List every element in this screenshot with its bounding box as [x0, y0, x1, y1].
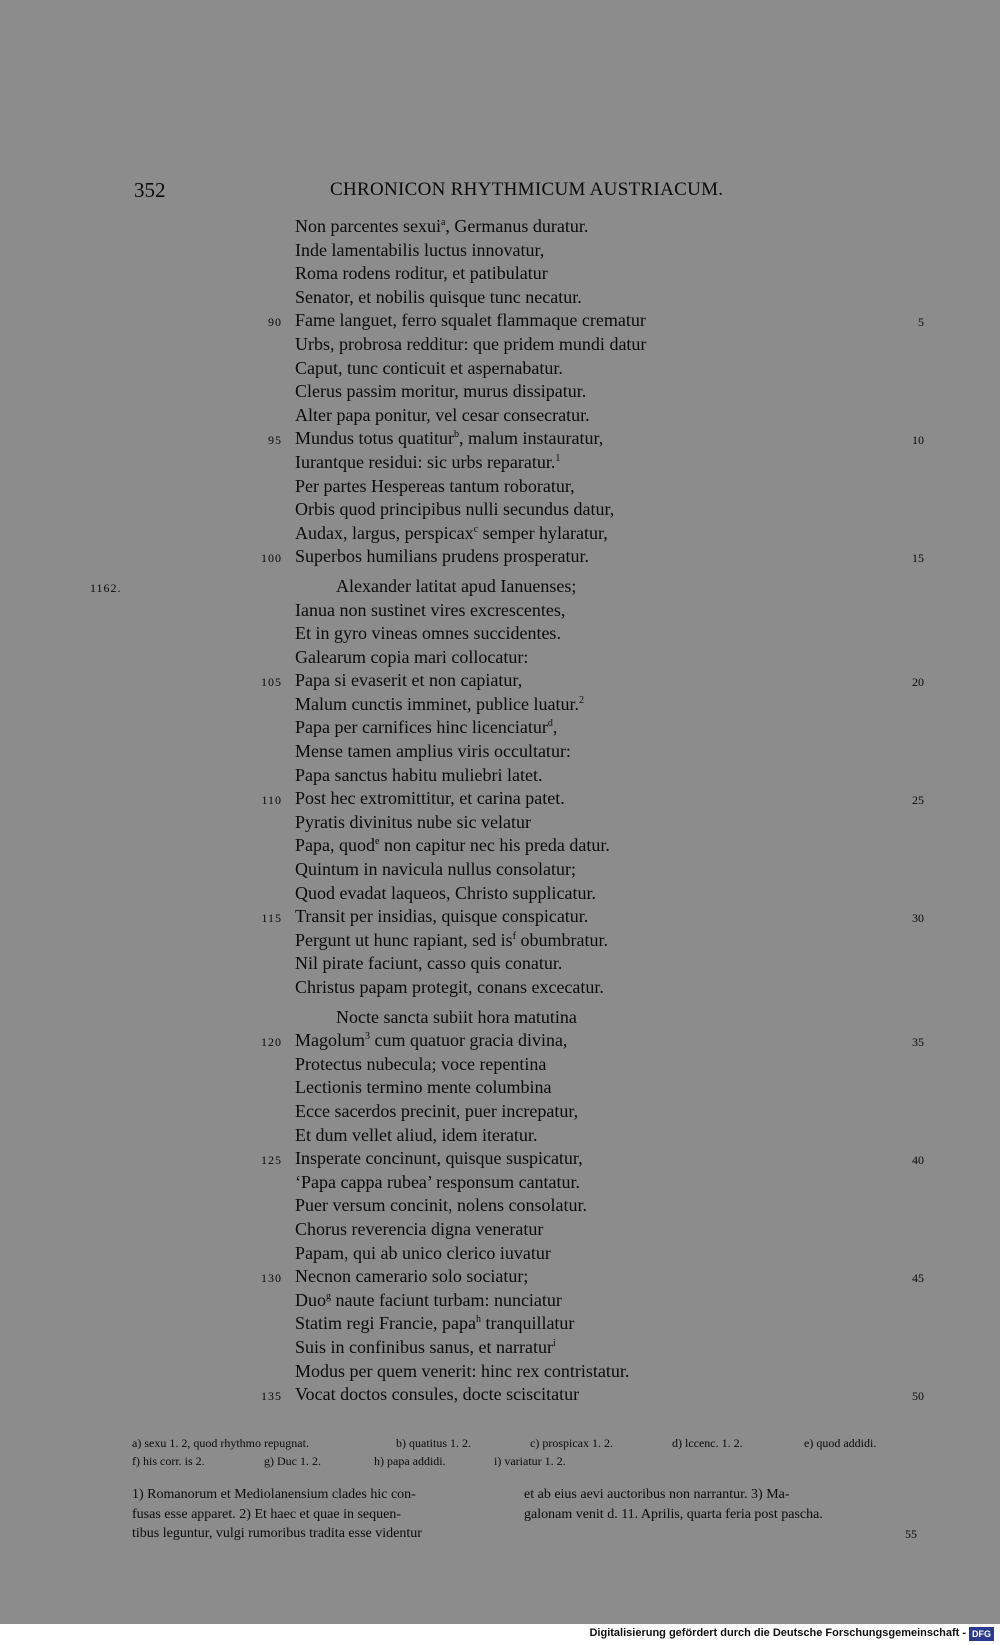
variant-a: a) sexu 1. 2, quod rhythmo repugnat.	[132, 1436, 309, 1450]
verse-text	[295, 694, 584, 715]
verse-text-main: Galearum copia mari collocatur:	[295, 646, 529, 667]
verse-text	[295, 1077, 551, 1098]
verse-text	[295, 623, 561, 644]
verse-line	[0, 287, 1000, 311]
margin-number: 30	[912, 911, 924, 926]
verse-line	[0, 765, 1000, 789]
verse-text	[295, 1172, 580, 1193]
verse-text-main: Statim regi Francie, papa	[295, 1313, 476, 1334]
verse-text-main: Christus papam protegit, conans excecatur.	[295, 977, 604, 997]
year-marker: 1162.	[90, 580, 122, 595]
verse-line	[0, 812, 1000, 836]
verse-line	[0, 977, 1000, 1001]
line-number: 100	[261, 551, 282, 566]
verse-text	[336, 1007, 577, 1028]
footnote-marker: g	[326, 1290, 331, 1302]
verse-text-main: Post hec extromittitur, et carina patet.	[295, 788, 565, 809]
dfg-footer-bar	[0, 1624, 1000, 1645]
margin-number: 20	[912, 675, 924, 690]
verse-text-main: Ecce sacerdos precinit, puer increpatur,	[295, 1100, 579, 1121]
note-line: 1) Romanorum et Mediolanensium clades hic con-	[132, 1487, 416, 1502]
verse-text-main: Papa, quod	[295, 835, 375, 856]
verse-line	[0, 1172, 1000, 1196]
verse-text-main: Papa sanctus habitu muliebri latet.	[295, 764, 543, 785]
verse-text-main: Vocat doctos consules, docte sciscitatur	[295, 1384, 580, 1405]
verse-text	[295, 930, 608, 951]
verse-text-main: Transit per insidias, quisque conspicatur.	[295, 906, 589, 927]
verse-text-rest: , Germanus duratur.	[445, 216, 589, 236]
variant-f: f) his corr. is 2.	[132, 1454, 205, 1468]
verse-text-main: Mundus totus quatitur	[295, 428, 455, 449]
verse-text-main: Papa per carnifices hinc licenciatur	[295, 717, 548, 738]
verse-text-main: Urbs, probrosa redditur: que pridem mundi datur	[295, 333, 647, 354]
verse-text	[295, 835, 610, 856]
margin-number: 25	[912, 793, 924, 808]
verse-text	[295, 1054, 546, 1075]
margin-number: 55	[905, 1527, 917, 1541]
verse-line	[0, 216, 1000, 240]
verse-line	[0, 1290, 1000, 1314]
verse-text	[295, 216, 588, 237]
verse-line	[0, 906, 1000, 930]
verse-line	[0, 647, 1000, 671]
verse-text-rest: ,	[552, 717, 558, 738]
margin-number: 15	[912, 551, 924, 566]
verse-text	[295, 647, 528, 668]
verse-text-main: Mense tamen amplius viris occultatur:	[295, 741, 571, 762]
verse-text-main: Quintum in navicula nullus consolatur;	[295, 859, 576, 880]
verse-text	[295, 428, 603, 449]
verse-text-rest: naute faciunt turbam: nunciatur	[331, 1289, 562, 1310]
margin-number: 35	[912, 1035, 924, 1050]
verse-line	[0, 1219, 1000, 1243]
verse-text-main: Papa si evaserit et non capiatur,	[295, 670, 523, 691]
note-line: et ab eius aevi auctoribus non narrantur. 3) Ma-	[524, 1487, 790, 1502]
verse-text-main: Papam, qui ab unico clerico iuvatur	[295, 1242, 551, 1263]
verse-line	[0, 788, 1000, 812]
verse-text-rest: , malum instauratur,	[459, 428, 604, 449]
margin-number: 40	[912, 1153, 924, 1168]
verse-text-main: Et dum vellet aliud, idem iteratur.	[295, 1124, 538, 1145]
running-title: CHRONICON RHYTHMICUM AUSTRIACUM.	[330, 179, 724, 200]
verse-line	[0, 546, 1000, 570]
verse-line	[0, 883, 1000, 907]
dfg-credit: Digitalisierung gefördert durch die Deutsche Forschungsgemeinschaft -	[589, 1627, 966, 1639]
verse-text-main: Insperate concinunt, quisque suspicatur,	[295, 1148, 583, 1169]
variant-d: d) lccenc. 1. 2.	[672, 1436, 743, 1450]
verse-text	[295, 381, 586, 402]
verse-text-main: Necnon camerario solo sociatur;	[295, 1266, 529, 1287]
verse-line	[0, 1313, 1000, 1337]
verse-text-main: Chorus reverencia digna veneratur	[295, 1218, 544, 1239]
verse-text-main: Pyratis divinitus nube sic velatur	[295, 811, 531, 832]
verse-text-main: Ianua non sustinet vires excrescentes,	[295, 599, 566, 620]
verse-text-rest: semper hylaratur,	[478, 522, 608, 543]
line-number: 120	[261, 1035, 282, 1050]
notes-right-column	[524, 1485, 899, 1524]
verse-line	[0, 263, 1000, 287]
note-line: tibus leguntur, vulgi rumoribus tradita esse videntur	[132, 1526, 422, 1541]
verse-text	[295, 600, 565, 621]
verse-line	[0, 1148, 1000, 1172]
line-number: 90	[268, 315, 282, 330]
verse-text-main: Orbis quod principibus nulli secundus datur,	[295, 499, 615, 520]
verse-text	[295, 1290, 562, 1311]
verse-text-main: Pergunt ut hunc rapiant, sed is	[295, 929, 513, 950]
verse-text-main: Malum cunctis imminet, publice luatur.	[295, 693, 579, 714]
verse-line	[0, 1054, 1000, 1078]
footnote-marker: f	[512, 930, 516, 942]
verse-text	[295, 765, 542, 786]
verse-text	[295, 287, 582, 308]
verse-text	[295, 717, 557, 738]
verse-text	[295, 476, 575, 497]
verse-line	[0, 358, 1000, 382]
verse-text	[295, 499, 614, 520]
verse-text	[295, 1384, 579, 1405]
verse-line	[0, 334, 1000, 358]
verse-line	[0, 452, 1000, 476]
verse-text-main: Modus per quem venerit: hinc rex contristatur.	[295, 1360, 630, 1381]
footnote-marker: a	[440, 217, 446, 228]
verse-line	[0, 1007, 1000, 1031]
verse-text-main: Et in gyro vineas omnes succidentes.	[295, 623, 561, 644]
verse-text	[295, 523, 608, 544]
verse-text-main: Per partes Hespereas tantum roboratur,	[295, 475, 575, 496]
verse-text	[295, 1101, 578, 1122]
margin-number: 45	[912, 1271, 924, 1286]
verse-text	[295, 1219, 543, 1240]
variant-e: e) quod addidi.	[804, 1436, 877, 1450]
margin-number: 10	[912, 433, 924, 448]
line-number: 115	[261, 911, 282, 926]
verse-text	[295, 546, 589, 567]
verse-text	[295, 1030, 567, 1051]
verse-text-main: Magolum	[295, 1030, 365, 1051]
footnote-marker: h	[475, 1314, 481, 1326]
verse-text-main: Iurantque residui: sic urbs reparatur.	[295, 451, 556, 472]
footnote-marker: i	[552, 1337, 556, 1349]
verse-line	[0, 1077, 1000, 1101]
verse-text	[295, 1243, 551, 1264]
verse-text-rest: tranquillatur	[480, 1313, 575, 1334]
note-line: fusas esse apparet. 2) Et haec et quae in sequen-	[132, 1506, 401, 1522]
page-header	[0, 178, 1000, 204]
verse-text	[295, 358, 563, 379]
footnote-marker: 1	[555, 452, 561, 464]
verse-text-main: Protectus nubecula; voce repentina	[295, 1053, 547, 1074]
variant-g: g) Duc 1. 2.	[264, 1454, 321, 1468]
verse-text	[295, 883, 596, 904]
variant-row	[132, 1452, 912, 1470]
verse-line	[0, 1361, 1000, 1385]
verse-text	[295, 859, 576, 880]
verse-line	[0, 1030, 1000, 1054]
verse-line	[0, 1125, 1000, 1149]
margin-number: 50	[912, 1389, 924, 1404]
variant-row	[132, 1434, 912, 1452]
verse-text-main: Inde lamentabilis luctus innovatur,	[295, 239, 545, 260]
line-number: 130	[261, 1271, 282, 1286]
verse-text-main: ‘Papa cappa rubea’ responsum cantatur.	[295, 1171, 581, 1192]
verse-text-main: Suis in confinibus sanus, et narratur	[295, 1336, 553, 1357]
verse-line	[0, 576, 1000, 600]
verse-line	[0, 953, 1000, 977]
verse-text-main: Nil pirate faciunt, casso quis conatur.	[295, 953, 563, 974]
verse-text	[295, 1266, 528, 1287]
verse-line	[0, 1195, 1000, 1219]
verse-text	[336, 576, 576, 597]
verse-text-rest: obumbratur.	[515, 929, 608, 950]
verse-text	[295, 977, 604, 998]
verse-line	[0, 600, 1000, 624]
note-line: galonam venit d. 11. Aprilis, quarta feria post pascha.	[524, 1506, 823, 1522]
line-number: 105	[261, 675, 282, 690]
verse-line	[0, 1243, 1000, 1267]
verse-text-main: Audax, largus, perspicax	[295, 522, 474, 543]
verse-line	[0, 1266, 1000, 1290]
poem-text	[0, 216, 1000, 1408]
footnote-marker: d	[547, 718, 553, 730]
verse-text-main: Clerus passim moritur, murus dissipatur.	[295, 381, 587, 402]
verse-text	[295, 1148, 583, 1169]
verse-text-main: Fame languet, ferro squalet flammaque crematur	[295, 310, 646, 331]
footnote-marker: c	[473, 523, 479, 535]
verse-text-rest: non capitur nec his preda datur.	[379, 835, 610, 856]
verse-text	[295, 240, 544, 261]
footnote-marker: 3	[365, 1031, 370, 1043]
verse-line	[0, 476, 1000, 500]
verse-line	[0, 694, 1000, 718]
verse-line	[0, 523, 1000, 547]
verse-text-main: Lectionis termino mente columbina	[295, 1077, 552, 1098]
variant-h: h) papa addidi.	[374, 1454, 446, 1468]
verse-text	[295, 788, 565, 809]
verse-line	[0, 310, 1000, 334]
verse-text-main: Non parcentes sexui	[295, 216, 441, 236]
verse-text-main: Quod evadat laqueos, Christo supplicatur.	[295, 882, 596, 903]
verse-text	[295, 1125, 537, 1146]
verse-line	[0, 405, 1000, 429]
verse-text	[295, 1313, 574, 1334]
verse-text-main: Superbos humilians prudens prosperatur.	[295, 546, 589, 567]
verse-line	[0, 623, 1000, 647]
verse-line	[0, 1337, 1000, 1361]
footnote-marker: b	[454, 429, 460, 441]
verse-line	[0, 499, 1000, 523]
line-number: 125	[261, 1153, 282, 1168]
verse-line	[0, 835, 1000, 859]
verse-text-rest: cum quatuor gracia divina,	[370, 1030, 568, 1051]
verse-text-main: Alter papa ponitur, vel cesar consecratur.	[295, 404, 590, 425]
margin-number: 5	[918, 315, 924, 330]
verse-text-main: Duo	[295, 1289, 326, 1310]
verse-text-main: Alexander latitat apud Ianuenses;	[336, 575, 577, 596]
verse-text-main: Nocte sancta subiit hora matutina	[336, 1006, 577, 1027]
verse-line	[0, 670, 1000, 694]
verse-line	[0, 1101, 1000, 1125]
variant-i: i) variatur 1. 2.	[494, 1454, 566, 1468]
verse-text-main: Senator, et nobilis quisque tunc necatur.	[295, 286, 582, 307]
line-number: 95	[268, 433, 282, 448]
verse-line	[0, 381, 1000, 405]
verse-line	[0, 717, 1000, 741]
line-number: 110	[261, 793, 282, 808]
notes-left-column	[132, 1485, 507, 1544]
verse-text	[295, 405, 590, 426]
verse-text-main: Puer versum concinit, nolens consolatur.	[295, 1195, 587, 1216]
verse-text-main: Caput, tunc conticuit et aspernabatur.	[295, 357, 563, 378]
footnote-marker: e	[375, 836, 380, 848]
verse-text	[295, 1337, 556, 1358]
verse-line	[0, 741, 1000, 765]
verse-text	[295, 670, 522, 691]
verse-text	[295, 1195, 587, 1216]
footnote-marker: 2	[578, 694, 584, 706]
verse-line	[0, 1384, 1000, 1408]
line-number: 135	[261, 1389, 282, 1404]
verse-line	[0, 240, 1000, 264]
verse-text	[295, 334, 646, 355]
verse-line	[0, 930, 1000, 954]
page-number: 352	[134, 178, 166, 202]
variant-c: c) prospicax 1. 2.	[530, 1436, 613, 1450]
verse-text	[295, 906, 588, 927]
dfg-logo: DFG	[969, 1627, 994, 1641]
verse-text	[295, 263, 548, 284]
verse-text	[295, 1361, 629, 1382]
verse-text	[295, 741, 571, 762]
verse-line	[0, 428, 1000, 452]
verse-text	[295, 953, 562, 974]
verse-text	[295, 310, 646, 331]
verse-text	[295, 452, 560, 473]
verse-text	[295, 812, 531, 833]
variant-footnotes	[132, 1434, 912, 1470]
variant-b: b) quatitus 1. 2.	[396, 1436, 471, 1450]
verse-line	[0, 859, 1000, 883]
verse-text-main: Roma rodens roditur, et patibulatur	[295, 263, 548, 284]
